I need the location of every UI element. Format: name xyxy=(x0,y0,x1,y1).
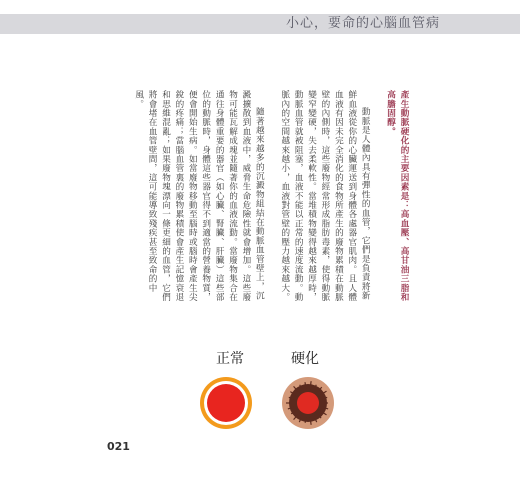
page-header-title: 小心，要命的心腦血管病 xyxy=(285,16,440,31)
lead-sentence: 產生動脈硬化的主要因素是：高血壓、高甘油三脂和高膽固醇。 xyxy=(385,90,409,302)
artery-comparison-diagram xyxy=(185,350,385,440)
normal-artery-lumen xyxy=(207,384,245,422)
page-number: 021 xyxy=(107,440,130,453)
hardened-artery-illustration xyxy=(282,377,334,429)
article-body xyxy=(133,90,410,308)
normal-artery-label: 正常 xyxy=(216,351,244,367)
body-paragraph-2: 隨著越來越多的沉澱物組結在動脈血管壁上，沉澱擴散到血液中，威脅生命危險性就會增加。這些廢物可能瓦解成塊並隨著你的血液流動。當廢物集合在通往身體重要的器官（如心臟、腎臟、肝臟）這些部位的動脈時，身體這些器官得不到適當的營養物質，便會開始生病。如當廢物移動至腦時或腦時會產生尖銳的疼痛；當腦血管裏的廢物累積使會產生記憶衰退和思維混亂；如果廢物塊漂向一條更細的血管，它們將會堵在血管壁間，這可能導致殘疾甚至致命的中風。 xyxy=(133,90,265,302)
normal-artery-illustration xyxy=(200,377,252,429)
body-paragraph-1: 動脈是人體內具有彈性的血管，它們是負責將新鮮血液從你的心臟運送到身體各處器官肌肉。且人體血液有因未完全消化的食物所產生的廢物累積在動脈壁的內側時，這些廢物經常形成脂肪毒素，使得動脈變窄變硬，失去柔軟性。當堆積物變得越來越厚時，動脈血管就被阻塞，血液不能以正常的速度流動。動脈內的空間越來越小，血液對管壁的壓力越來越大。 xyxy=(279,90,371,302)
hardened-artery-label: 硬化 xyxy=(291,351,319,367)
hardened-artery-lumen xyxy=(297,392,319,414)
header-band xyxy=(0,14,520,34)
